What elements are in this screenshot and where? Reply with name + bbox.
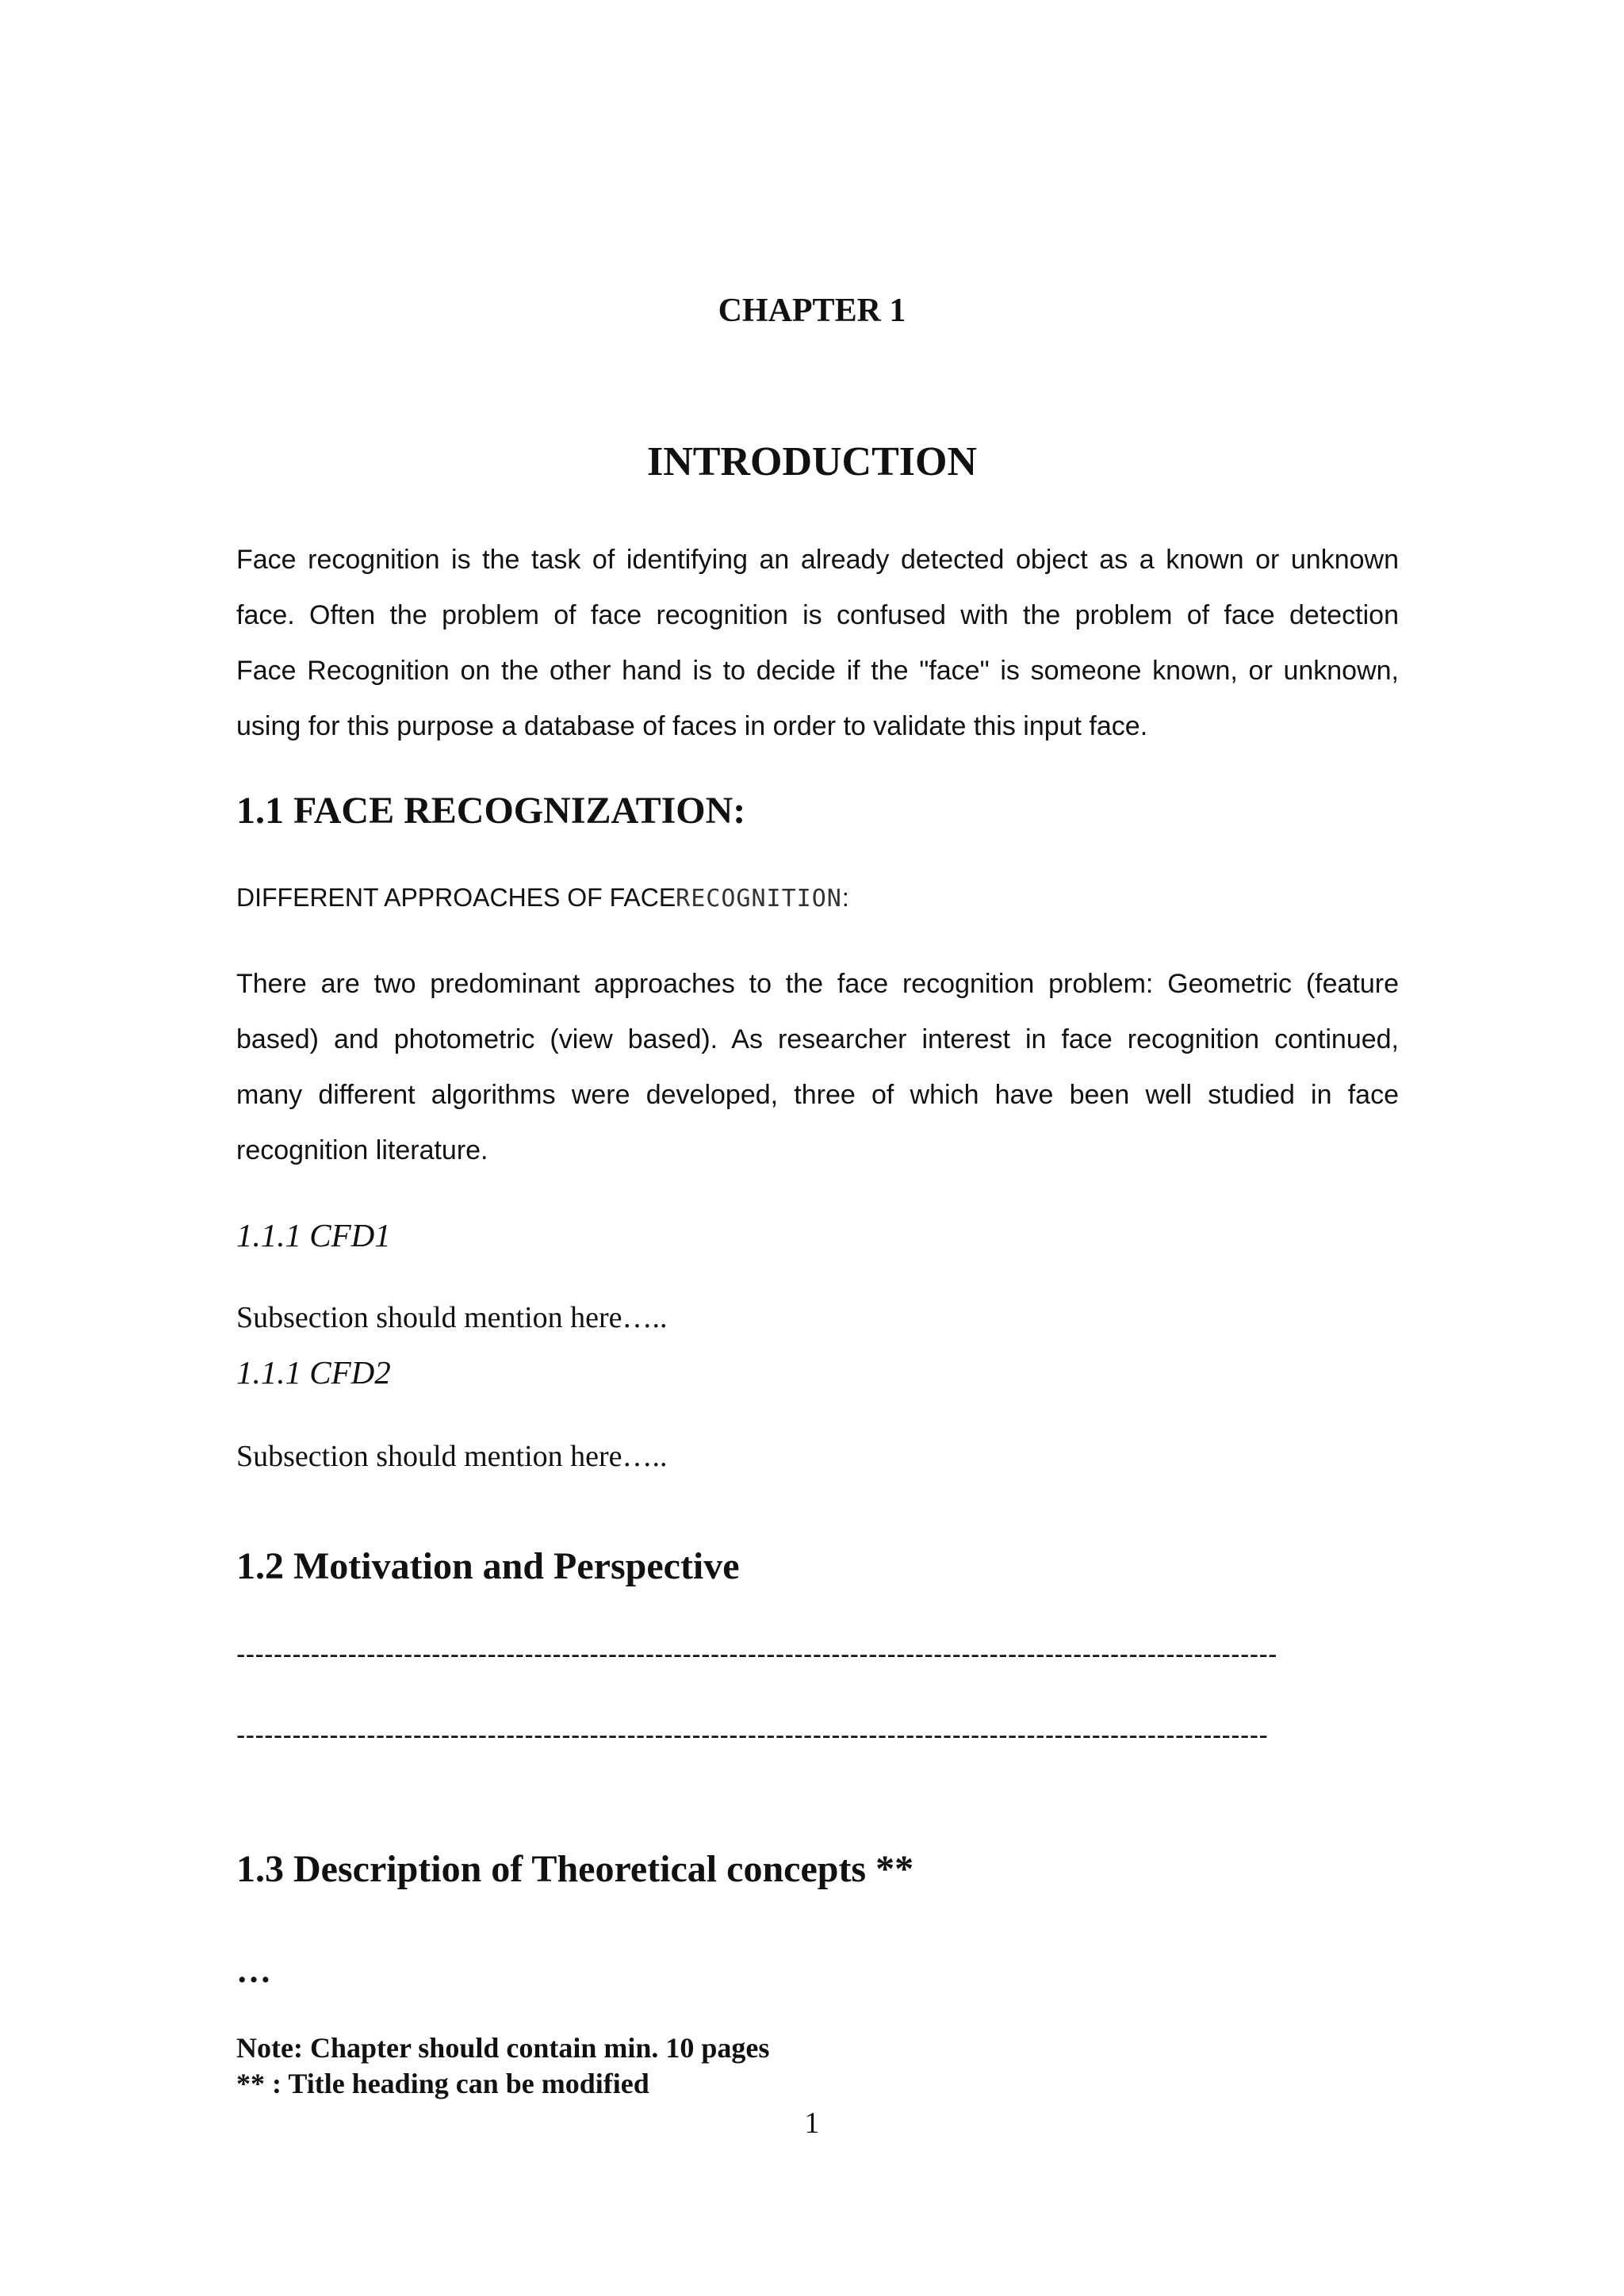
approaches-label-suffix: : (841, 883, 849, 912)
dash-line: --------------------------------------------------------------------------------------------------------------- (236, 1720, 1269, 1751)
paragraph-line: based) and photometric (view based). As researcher interest in face recognition continued, (236, 1024, 1399, 1054)
chapter-title: INTRODUCTION (646, 439, 978, 484)
dash-line: ---------------------------------------------------------------------------------------------------------------- (236, 1640, 1277, 1670)
paragraph-line: using for this purpose a database of faces in order to validate this input face. (236, 711, 1148, 741)
note-line-2: ** : Title heading can be modified (236, 2068, 649, 2099)
approaches-label-script: RECOGNITION (676, 885, 842, 913)
section-heading-1-3: 1.3 Description of Theoretical concepts ** (236, 1848, 914, 1890)
paragraph-line: Face Recognition on the other hand is to decide if the "face" is someone known, or unknown, (236, 656, 1399, 686)
paragraph-line: recognition literature. (236, 1135, 488, 1165)
paragraph-line: many different algorithms were developed, three of which have been well studied in face (236, 1080, 1399, 1110)
paragraph-line: face. Often the problem of face recognition is confused with the problem of face detection (236, 600, 1399, 630)
intro-paragraph (236, 532, 1399, 754)
page-number: 1 (804, 2107, 820, 2140)
section-heading-1-2: 1.2 Motivation and Perspective (236, 1545, 740, 1587)
subsection-text-cfd1: Subsection should mention here….. (236, 1301, 668, 1334)
paragraph-line: Face recognition is the task of identifying an already detected object as a known or unknown (236, 545, 1399, 575)
paragraph-line: There are two predominant approaches to the face recognition problem: Geometric (feature (236, 969, 1399, 999)
subsection-heading-cfd1: 1.1.1 CFD1 (236, 1217, 391, 1253)
approaches-label-plain: DIFFERENT APPROACHES OF FACE (236, 883, 676, 912)
subsection-text-cfd2: Subsection should mention here….. (236, 1440, 668, 1473)
approaches-label (236, 883, 849, 913)
section-heading-1-1: 1.1 FACE RECOGNIZATION: (236, 790, 746, 832)
note-line-1: Note: Chapter should contain min. 10 pages (236, 2032, 770, 2064)
subsection-heading-cfd2: 1.1.1 CFD2 (236, 1354, 391, 1391)
ellipsis: … (236, 1951, 271, 1990)
chapter-label: CHAPTER 1 (718, 293, 906, 329)
approaches-paragraph (236, 956, 1399, 1178)
